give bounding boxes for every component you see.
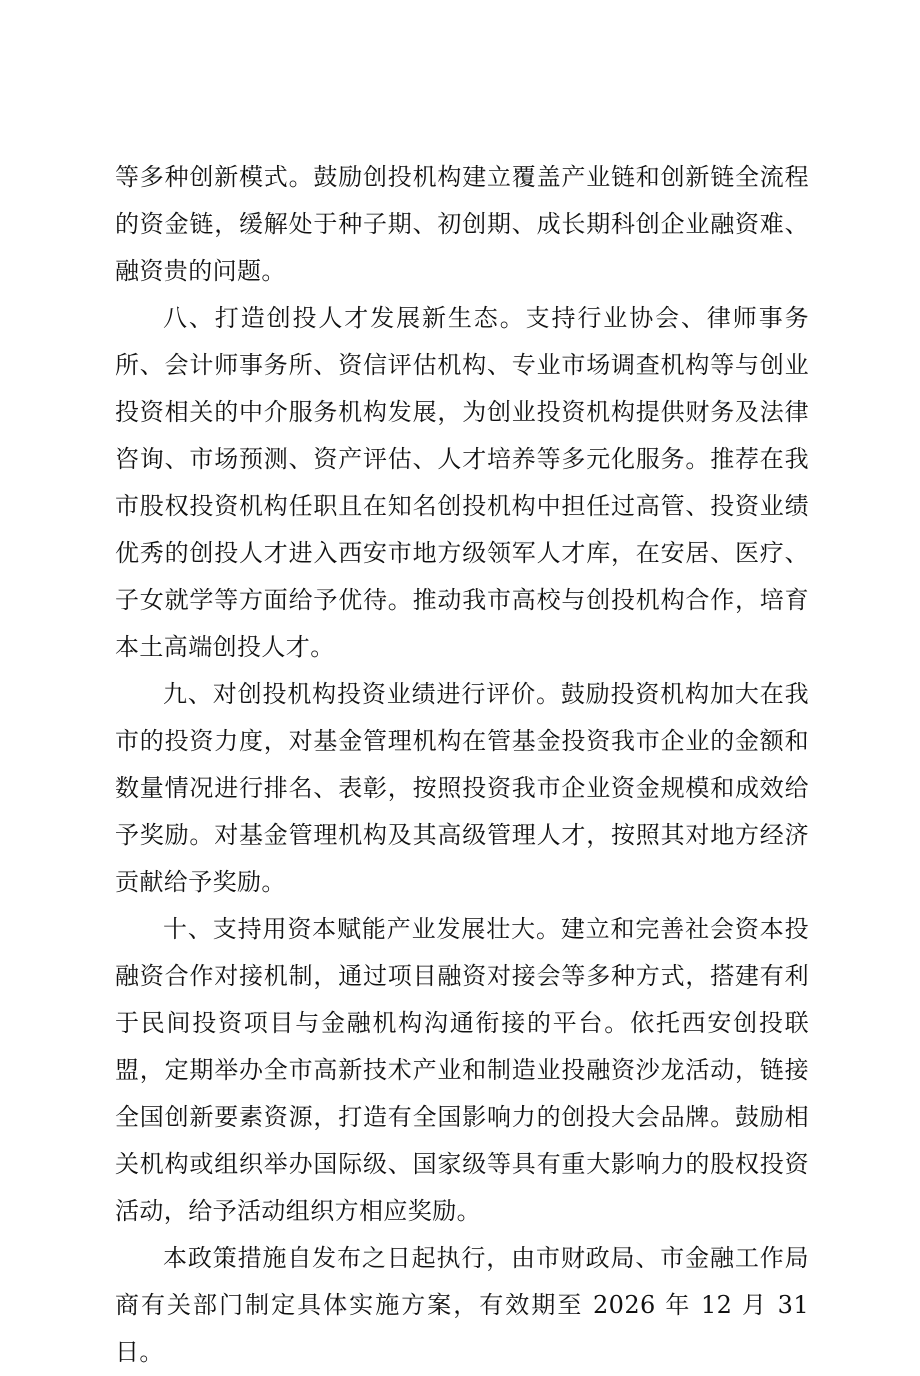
paragraph-item-8: 八、打造创投人才发展新生态。支持行业协会、律师事务所、会计师事务所、资信评估机构、专业市场调查机构等与创业投资相关的中介服务机构发展，为创业投资机构提供财务及法律咨询、市场预测、资产评估、人才培养等多元化服务。推荐在我市股权投资机构任职且在知名创投机构中担任过高管、投资业绩优秀的创投人才进入西安市地方级领军人才库，在安居、医疗、子女就学等方面给予优待。推动我市高校与创投机构合作，培育本土高端创投人才。 xyxy=(115,304,809,661)
document-page xyxy=(115,154,809,1376)
paragraph-item-10: 十、支持用资本赋能产业发展壮大。建立和完善社会资本投融资合作对接机制，通过项目融资对接会等多种方式，搭建有利于民间投资项目与金融机构沟通衔接的平台。依托西安创投联盟，定期举办全市高新技术产业和制造业投融资沙龙活动，链接全国创新要素资源，打造有全国影响力的创投大会品牌。鼓励相关机构或组织举办国际级、国家级等具有重大影响力的股权投资活动，给予活动组织方相应奖励。 xyxy=(115,915,809,1225)
paragraph-continuation: 等多种创新模式。鼓励创投机构建立覆盖产业链和创新链全流程的资金链，缓解处于种子期、初创期、成长期科创企业融资难、融资贵的问题。 xyxy=(115,163,809,285)
paragraph-effective-date: 本政策措施自发布之日起执行，由市财政局、市金融工作局商有关部门制定具体实施方案，有效期至 2026 年 12 月 31 日。 xyxy=(115,1244,809,1366)
paragraph-item-9: 九、对创投机构投资业绩进行评价。鼓励投资机构加大在我市的投资力度，对基金管理机构在管基金投资我市企业的金额和数量情况进行排名、表彰，按照投资我市企业资金规模和成效给予奖励。对基金管理机构及其高级管理人才，按照其对地方经济贡献给予奖励。 xyxy=(115,680,809,896)
